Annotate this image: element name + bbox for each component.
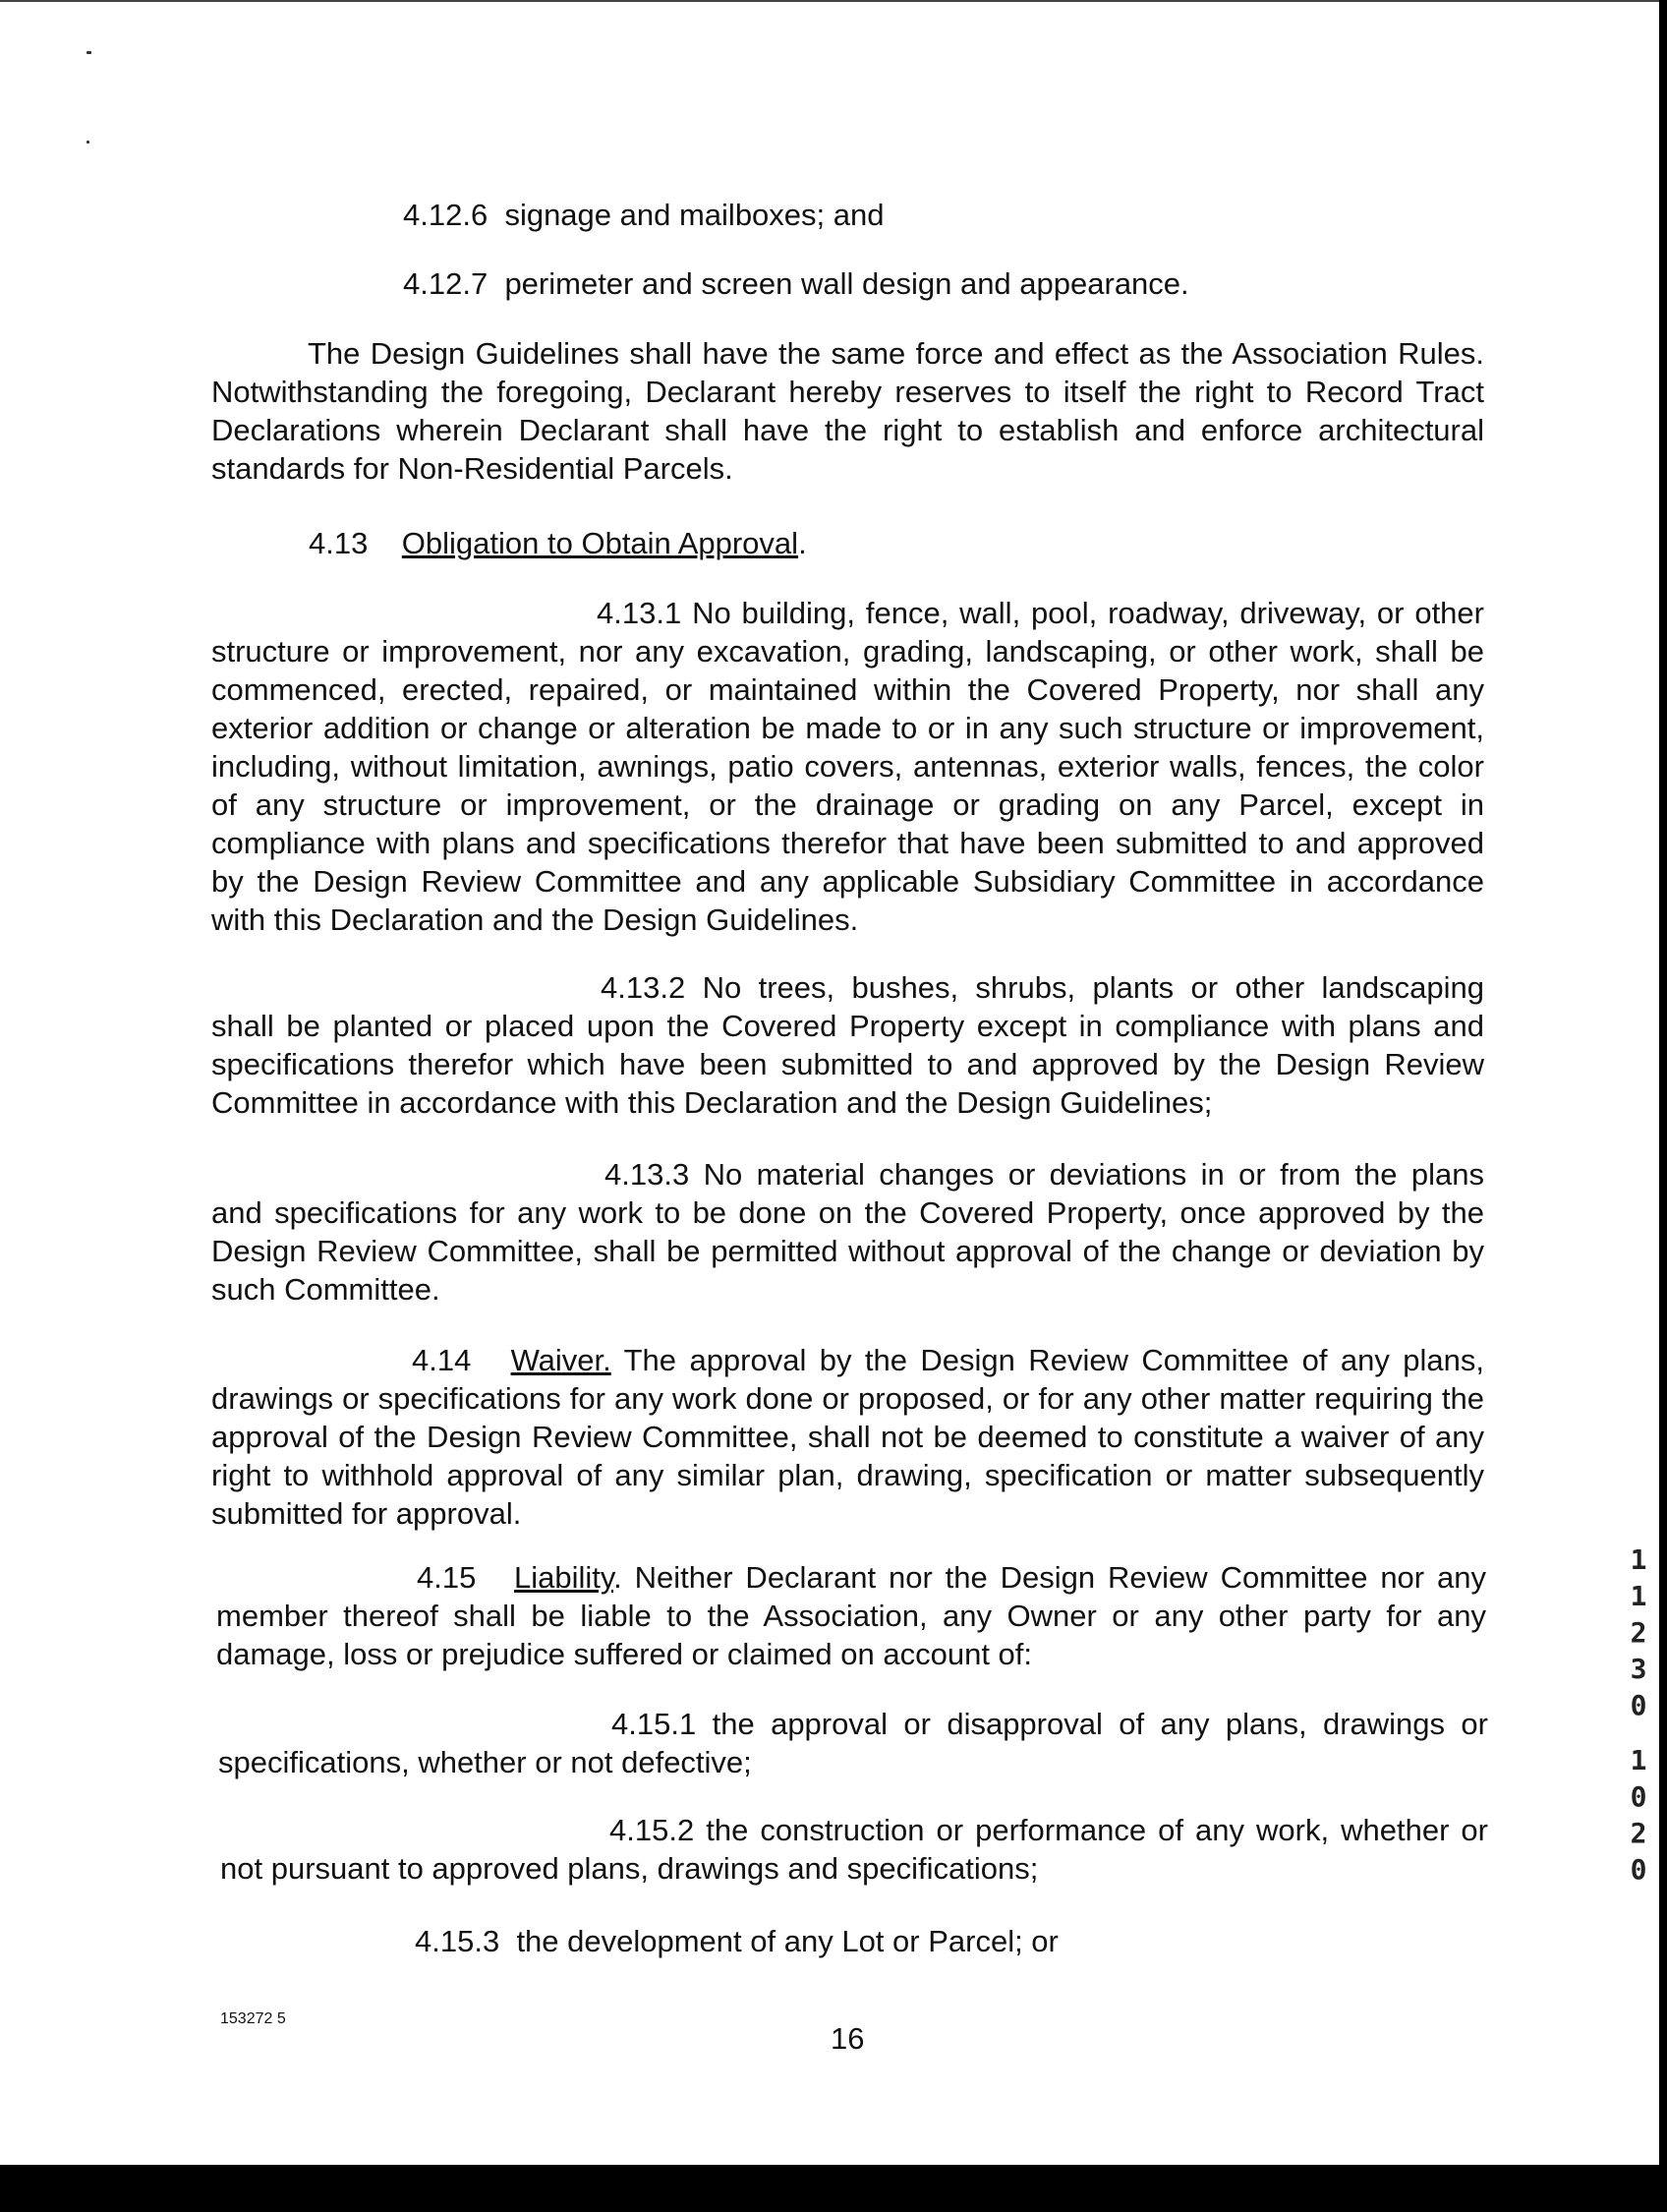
paragraph-4-15-1	[218, 1705, 1488, 1781]
paragraph-4-15	[216, 1558, 1486, 1673]
section-number: 4.15.1	[611, 1707, 697, 1741]
scan-speck	[86, 51, 91, 54]
scan-right-border	[1659, 0, 1667, 2212]
stamp-digit: 0	[1630, 1780, 1647, 1813]
section-number: 4.13.3	[604, 1157, 690, 1192]
stamp-digit: 1	[1630, 1744, 1647, 1776]
section-number: 4.14	[412, 1343, 472, 1377]
paragraph-4-15-3	[415, 1923, 1059, 1960]
paragraph-4-14	[211, 1341, 1484, 1533]
section-title: Liability	[514, 1560, 614, 1595]
page-number: 16	[831, 2021, 865, 2056]
recording-stamp-bottom	[1624, 1742, 1653, 1888]
item-number: 4.12.7	[403, 266, 489, 301]
item-text: signage and mailboxes; and	[504, 198, 885, 232]
scan-top-edge	[0, 0, 1667, 2]
paragraph-text: The Design Guidelines shall have the same force and effect as the Association Rules. Notwithstanding the foregoing, Declarant hereby reserves to itself the right to Record Tract Declarations wherein Declarant shall have the right to establish and enforce architectural standards for Non-Residential Parcels.	[211, 336, 1484, 486]
stamp-digit: 0	[1630, 1689, 1647, 1721]
section-number: 4.13.2	[601, 970, 686, 1005]
recording-stamp-top	[1624, 1542, 1653, 1723]
paragraph-text: No building, fence, wall, pool, roadway, driveway, or other structure or improvement, nor any excavation, grading, landscaping, or other work, shall be commenced, erected, repaired, or maintained within the Covered Property, nor shall any exterior addition or change or alteration be made to or in any such structure or improvement, including, without limitation, awnings, patio covers, antennas, exterior walls, fences, the color of any structure or improvement, or the drainage or grading on any Parcel, except in compliance with plans and specifications therefor that have been submitted to and approved by the Design Review Committee and any applicable Subsidiary Committee in accordance with this Declaration and the Design Guidelines.	[211, 596, 1484, 937]
paragraph-4-15-2	[220, 1811, 1488, 1888]
section-number: 4.13	[309, 526, 369, 560]
paragraph-text: No material changes or deviations in or from the plans and specifications for any work to be done on the Covered Property, once approved by the Design Review Committee, shall be permitted without approval of the change or deviation by such Committee.	[211, 1157, 1484, 1307]
section-number: 4.13.1	[597, 596, 682, 630]
stamp-digit: 1	[1630, 1543, 1647, 1576]
section-title-period: .	[613, 1560, 622, 1595]
stamp-digit: 3	[1630, 1653, 1647, 1685]
paragraph-text: The approval by the Design Review Committee of any plans, drawings or specifications for any work done or proposed, or for any other matter requiring the approval of the Design Review Committee, shall not be deemed to constitute a waiver of any right to withhold approval of any similar plan, drawing, specification or matter subsequently submitted for approval.	[211, 1343, 1485, 1531]
scan-speck	[86, 141, 89, 144]
paragraph-design-guidelines	[211, 334, 1484, 488]
paragraph-text: No trees, bushes, shrubs, plants or other landscaping shall be planted or placed upon the Covered Property except in compliance with plans and specifications therefor which have been submitted to and approved by the Design Review Committee in accordance with this Declaration and the Design Guidelines;	[211, 970, 1484, 1120]
paragraph-4-13-1	[211, 594, 1484, 939]
paragraph-4-13-2	[211, 968, 1484, 1122]
paragraph-text: the construction or performance of any work, whether or not pursuant to approved plans, drawings and specifications;	[220, 1813, 1488, 1886]
section-4-13-heading	[309, 525, 807, 562]
item-text: perimeter and screen wall design and appearance.	[504, 266, 1189, 301]
paragraph-text: the approval or disapproval of any plans, drawings or specifications, whether or not defective;	[218, 1707, 1488, 1779]
stamp-digit: 0	[1630, 1853, 1647, 1886]
list-item-4-12-7	[403, 265, 1189, 303]
document-id: 153272 5	[220, 2010, 286, 2027]
list-item-4-12-6	[403, 197, 884, 234]
stamp-digit: 1	[1630, 1580, 1647, 1612]
item-number: 4.12.6	[403, 198, 489, 232]
stamp-digit: 2	[1630, 1616, 1647, 1649]
section-title: Obligation to Obtain Approval	[401, 526, 799, 560]
paragraph-4-13-3	[211, 1155, 1484, 1309]
scan-bottom-border	[0, 2165, 1667, 2212]
paragraph-text: the development of any Lot or Parcel; or	[516, 1924, 1059, 1958]
section-title: Waiver.	[510, 1343, 611, 1377]
paragraph-text: Neither Declarant nor the Design Review Committee nor any member thereof shall be liable to the Association, any Owner or any other party for any damage, loss or prejudice suffered or claimed on account of:	[216, 1560, 1486, 1671]
section-title-period: .	[798, 526, 807, 560]
section-number: 4.15.3	[415, 1924, 500, 1958]
section-number: 4.15	[417, 1560, 477, 1595]
section-number: 4.15.2	[609, 1813, 695, 1847]
stamp-digit: 2	[1630, 1817, 1647, 1849]
